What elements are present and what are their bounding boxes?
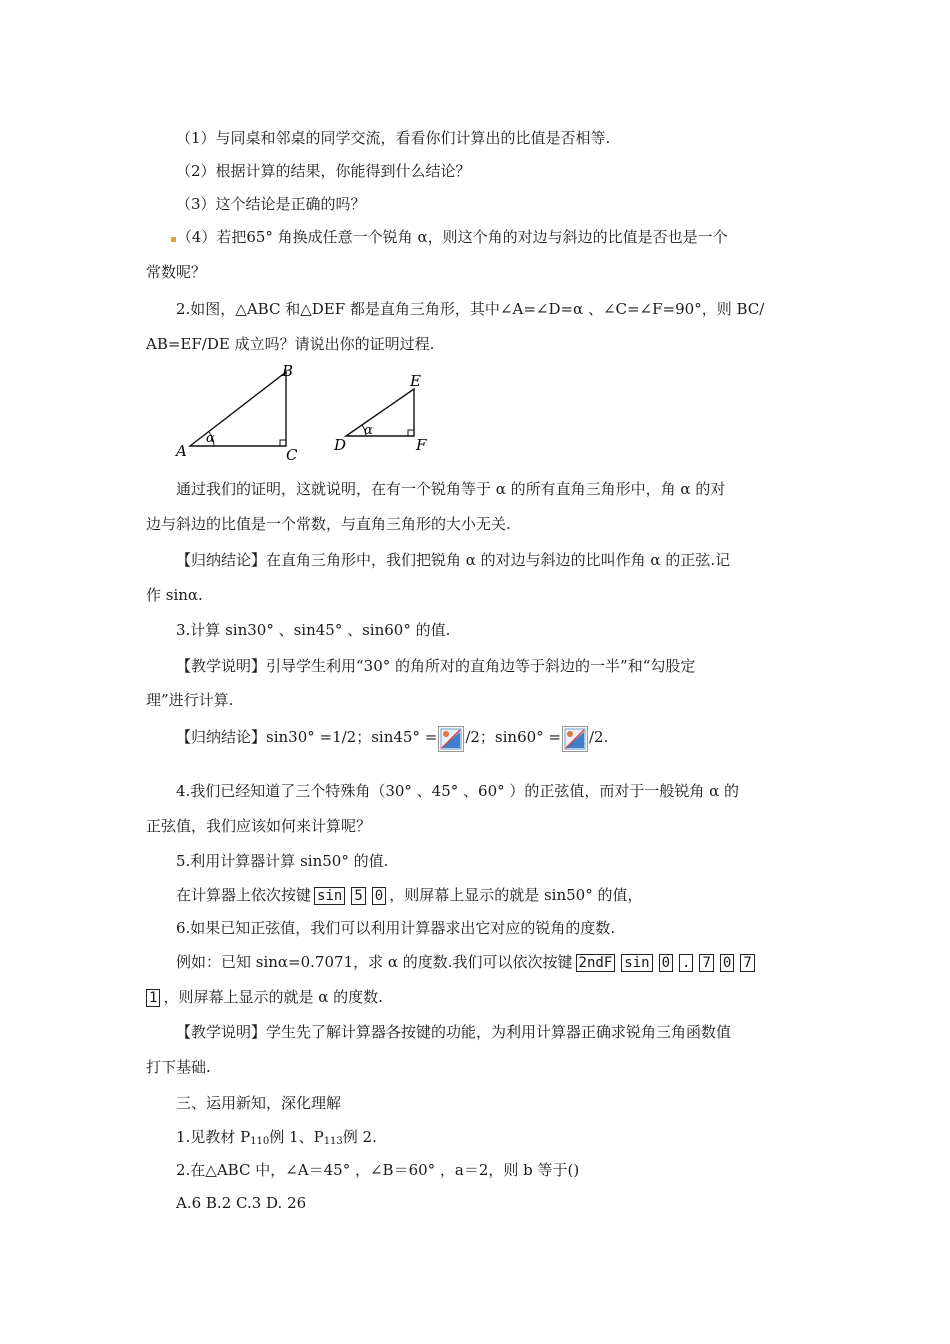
- key-sin: sin: [621, 954, 652, 972]
- problem-5-result: ，则屏幕上显示的就是 sin50° 的值，: [389, 886, 643, 904]
- question-3: （3）这个结论是正确的吗？: [176, 195, 366, 213]
- example-1-part-a: 1.见教材 P: [176, 1128, 251, 1146]
- key-5: 5: [351, 887, 365, 905]
- conclusion-2-part-3: /2.: [589, 728, 609, 746]
- key-sin: sin: [314, 887, 345, 905]
- proof-line-2: 边与斜边的比值是一个常数，与直角三角形的大小无关.: [146, 515, 511, 533]
- conclusion-1-line-1: 【归纳结论】在直角三角形中，我们把锐角 α 的对边与斜边的比叫作角 α 的正弦.记: [176, 551, 731, 569]
- problem-6-line-2: [176, 952, 758, 972]
- label-alpha-1: α: [206, 431, 215, 446]
- example-1-part-b: 例 1、P: [269, 1128, 324, 1146]
- question-1: （1）与同桌和邻桌的同学交流，看看你们计算出的比值是否相等.: [176, 129, 611, 147]
- problem-6-result: ，则屏幕上显示的就是 α 的度数.: [163, 988, 383, 1006]
- teaching-note-2-line-1: 【教学说明】学生先了解计算器各按键的功能，为利用计算器正确求锐角三角函数值: [176, 1023, 732, 1041]
- problem-2-line-1: 2.如图，△ABC 和△DEF 都是直角三角形，其中∠A=∠D=α 、∠C=∠F=90°，则 BC/: [176, 300, 765, 318]
- problem-5-intro: 在计算器上依次按键: [176, 886, 312, 904]
- problem-3: 3.计算 sin30° 、sin45° 、sin60° 的值.: [176, 621, 451, 639]
- example-2-options: A.6 B.2 C.3 D. 26: [176, 1194, 307, 1212]
- key-0: 0: [720, 954, 734, 972]
- question-4-line-1: [170, 227, 728, 250]
- label-D: D: [334, 436, 347, 454]
- conclusion-2: [176, 726, 608, 752]
- key-0: 0: [372, 887, 386, 905]
- label-C: C: [286, 446, 298, 462]
- label-alpha-2: α: [364, 423, 373, 438]
- teaching-note-2-line-2: 打下基础.: [146, 1058, 211, 1076]
- sqrt-2-image-icon: [438, 726, 464, 752]
- label-E: E: [410, 372, 421, 390]
- conclusion-2-part-1: 【归纳结论】sin30° =1/2；sin45° =: [176, 728, 438, 746]
- label-A: A: [176, 442, 187, 460]
- example-1-part-c: 例 2.: [342, 1128, 377, 1146]
- teaching-note-1-line-1: 【教学说明】引导学生利用“30° 的角所对的直角边等于斜边的一半”和“勾股定: [176, 657, 696, 675]
- proof-line-1: 通过我们的证明，这就说明，在有一个锐角等于 α 的所有直角三角形中，角 α 的对: [176, 480, 726, 498]
- question-4-text: （4）若把65° 角换成任意一个锐角 α，则这个角的对边与斜边的比值是否也是一个: [176, 228, 728, 246]
- problem-5-line-1: 5.利用计算器计算 sin50° 的值.: [176, 852, 389, 870]
- label-B: B: [282, 362, 294, 380]
- example-1: [176, 1127, 377, 1152]
- problem-4-line-1: 4.我们已经知道了三个特殊角（30° 、45° 、60° ）的正弦值，而对于一般锐角 α 的: [176, 782, 740, 800]
- key-7: 7: [740, 954, 754, 972]
- problem-2-line-2: AB=EF/DE 成立吗？请说出你的证明过程.: [146, 335, 435, 353]
- teaching-note-1-line-2: 理”进行计算.: [146, 691, 234, 709]
- sqrt-3-image-icon: [562, 726, 588, 752]
- edit-mark-icon: ▪: [170, 234, 177, 245]
- key-7: 7: [699, 954, 713, 972]
- key-0: 0: [659, 954, 673, 972]
- label-F: F: [416, 436, 427, 454]
- key-dot: .: [679, 954, 693, 972]
- question-2: （2）根据计算的结果，你能得到什么结论？: [176, 162, 471, 180]
- triangles-figure: [170, 362, 470, 467]
- problem-5-line-2: [176, 885, 642, 905]
- key-2ndf: 2ndF: [576, 954, 616, 972]
- page-ref-113: 113: [323, 1136, 343, 1147]
- problem-6-line-1: 6.如果已知正弦值，我们可以利用计算器求出它对应的锐角的度数.: [176, 919, 616, 937]
- section-3-heading: 三、运用新知，深化理解: [176, 1094, 342, 1112]
- page-ref-110: 110: [250, 1136, 270, 1147]
- right-triangles-diagram: [170, 362, 470, 462]
- conclusion-2-part-2: /2；sin60° =: [465, 728, 561, 746]
- conclusion-1-line-2: 作 sinα.: [146, 586, 203, 604]
- problem-4-line-2: 正弦值，我们应该如何来计算呢？: [146, 817, 372, 835]
- example-2: 2.在△ABC 中，∠A＝45° ，∠B＝60° ，a＝2，则 b 等于(): [176, 1161, 580, 1179]
- question-4-line-2: 常数呢？: [146, 263, 207, 281]
- key-1: 1: [146, 989, 160, 1007]
- problem-6-intro: 例如：已知 sinα=0.7071，求 α 的度数.我们可以依次按键: [176, 953, 573, 971]
- problem-6-line-3: [146, 987, 383, 1007]
